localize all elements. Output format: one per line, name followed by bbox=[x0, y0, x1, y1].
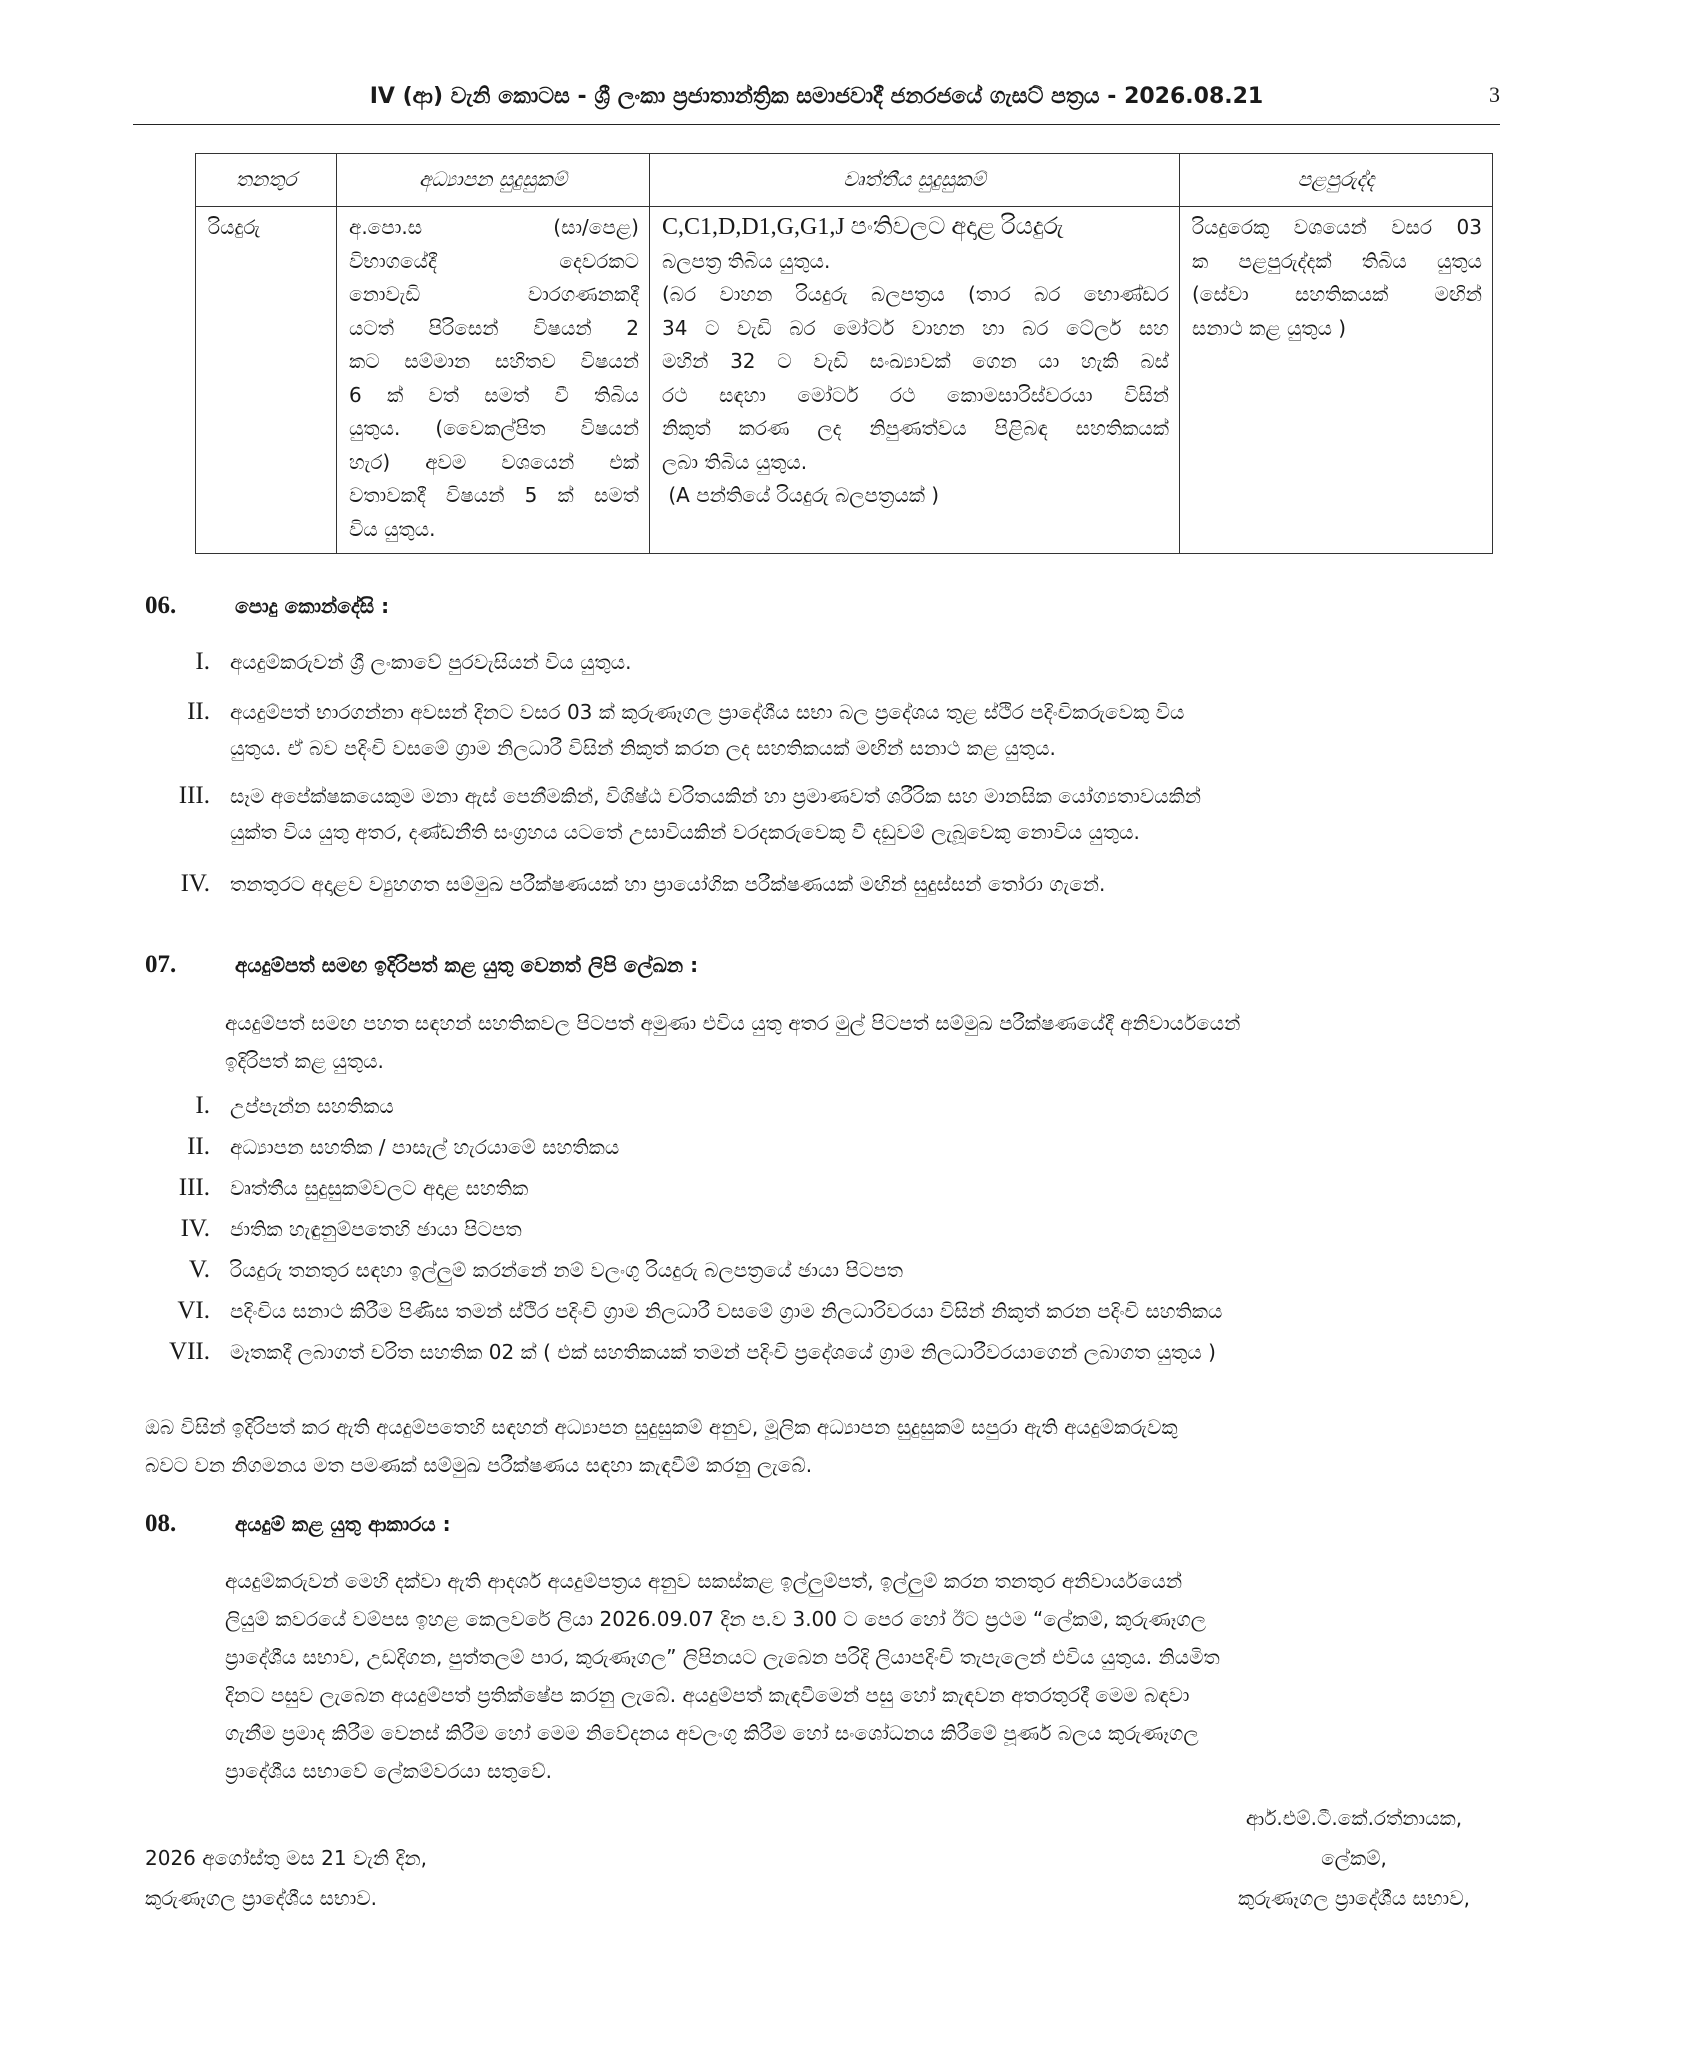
education-line: විය යුතුය. bbox=[349, 516, 436, 541]
paragraph-line: ඉදිරිපත් කළ යුතුය. bbox=[225, 1049, 384, 1073]
education-line: හැර) අවම වශයෙන් එක් bbox=[349, 449, 639, 474]
requirements-table bbox=[195, 153, 1493, 554]
table-header-row bbox=[196, 154, 1493, 207]
list-numeral: II. bbox=[187, 1133, 210, 1160]
list-item-text: යුක්ත විය යුතු අතර, දණ්ඩනීති සංග්‍රහය යටතේ උසාවියකින් වරදකරුවෙකු වී දඩුවම් ලැබූවෙකු නොවිය යුතුය. bbox=[230, 820, 1140, 844]
list-numeral: III. bbox=[178, 782, 210, 809]
experience-line: රියදුරෙකු වශයෙන් වසර 03 bbox=[1192, 215, 1482, 239]
list-numeral: III. bbox=[178, 1174, 210, 1201]
list-item-text: වෘත්තීය සුදුසුකම්වලට අදාළ සහතික bbox=[230, 1176, 529, 1200]
col-header-education: අධ්‍යාපන සුදුසුකම් bbox=[337, 154, 650, 207]
section-number: 08. bbox=[145, 1510, 177, 1537]
section-title: අයදුම්පත් සමඟ ඉදිරිපත් කළ යුතු වෙනත් ලිපි ලේඛන : bbox=[235, 953, 699, 977]
list-item-text: අයදුම්පත් භාරගන්නා අවසන් දිනට වසර 03 ක් කුරුණෑගල ප්‍රාදේශීය සභා බල ප්‍රදේශය තුළ ස්ථිර පදිංචිකරුවෙකු විය bbox=[230, 700, 1185, 724]
education-line: යටත් පිරිසෙන් විෂයන් 2 bbox=[349, 315, 639, 340]
list-numeral: VII. bbox=[169, 1338, 210, 1365]
experience-line: ක පළපුරුද්දක් තිබිය යුතුය bbox=[1192, 248, 1482, 273]
education-line: යුතුය. (වෛකල්පිත විෂයන් bbox=[349, 416, 639, 440]
list-numeral: IV. bbox=[180, 1215, 210, 1242]
professional-line: ලබා තිබිය යුතුය. bbox=[662, 449, 808, 474]
cell-post bbox=[196, 207, 337, 554]
section-08-body bbox=[225, 1562, 1220, 1790]
paragraph-line: ගැනීම ප්‍රමාද කිරීම වෙනස් කිරීම හෝ මෙම නිවේදනය අවලංගු කිරීම හෝ සංශෝධනය කිරීමේ පූර්ණ බලය කුරුණෑගල bbox=[225, 1721, 1199, 1745]
col-header-professional: වෘත්තීය සුදුසුකම් bbox=[650, 154, 1180, 207]
education-line: 6 ක් වත් සමත් වී තිබිය bbox=[349, 382, 639, 407]
list-item-text: ජාතික හැඳුනුම්පතෙහි ඡායා පිටපත bbox=[230, 1217, 522, 1241]
cell-education bbox=[337, 207, 650, 554]
list-item-text: සෑම අපේක්ෂකයෙකුම මනා ඇස් පෙනීමකින්, විශිෂ්ඨ චරිතයකින් හා ප්‍රමාණවත් ශරීරික සහ මානසික යෝග්‍යතාවයකින් bbox=[230, 784, 1202, 808]
issue-date: 2026 අගෝස්තු මස 21 වැනි දින, bbox=[145, 1846, 428, 1870]
paragraph-line: ප්‍රාදේශීය සභාවේ ලේකම්වරයා සතුවේ. bbox=[225, 1759, 552, 1783]
education-line: වතාවකදී විෂයන් 5 ක් සමත් bbox=[349, 483, 639, 507]
professional-line: (A පන්තියේ රියදුරු බලපත්‍රයක් ) bbox=[662, 483, 940, 507]
professional-line: (බර වාහන රියදුරු බලපත්‍රය (තාර බර භොණ්ඩර bbox=[662, 282, 1169, 306]
col-header-experience: පළපුරුද්ද bbox=[1180, 154, 1493, 207]
signature-block bbox=[1238, 1798, 1470, 1918]
page-header bbox=[133, 78, 1500, 125]
list-item-text: මෑතකදී ලබාගත් චරිත සහතික 02 ක් ( එක් සහතිකයක් තමන් පදිංචි ප්‍රදේශයේ ග්‍රාම නිලධාරීවරයාගෙන් ලබාගත යුතුය ) bbox=[230, 1340, 1216, 1364]
professional-line: රථ සඳහා මෝටර් රථ කොමසාරිස්වරයා විසින් bbox=[662, 382, 1169, 407]
section-number: 07. bbox=[145, 951, 177, 978]
list-item-text: පදිංචිය සනාථ කිරීම පිණිස තමන් ස්ථිර පදිංචි ග්‍රාම නිලධාරී වසමේ ග්‍රාම නිලධාරිවරයා විසින් නිකුත් කරන පදිංචි සහතිකය bbox=[230, 1299, 1223, 1323]
list-item-text: අයදුම්කරුවන් ශ්‍රී ලංකාවේ පුරවැසියන් විය යුතුය. bbox=[230, 650, 632, 674]
education-line: කට සම්මාන සහිතව විෂයන් bbox=[349, 349, 639, 373]
list-item-text: රියදුරු තනතුර සඳහා ඉල්ලුම් කරන්නේ නම් වලංගු රියදුරු බලපත්‍රයේ ඡායා පිටපත bbox=[230, 1258, 903, 1282]
dateline-block bbox=[145, 1838, 427, 1918]
list-numeral: I. bbox=[195, 648, 210, 675]
professional-line: නිකුත් කරණ ලද නිපුණත්වය පිළිබඳ සහතිකයක් bbox=[662, 416, 1169, 440]
section-number: 06. bbox=[145, 592, 177, 619]
list-item-text: අධ්‍යාපන සහතික / පාසැල් හැරයාමේ සහතිකය bbox=[230, 1135, 620, 1159]
list-numeral: V. bbox=[188, 1256, 210, 1283]
list-numeral: II. bbox=[187, 698, 210, 725]
professional-line: 34 ට වැඩි බර මෝටර් වාහන හා බර ටේලර් සහ bbox=[662, 315, 1169, 340]
signatory-name: ආර්.එම්.ටී.කේ.රත්නායක, bbox=[1245, 1806, 1463, 1830]
experience-line: සනාථ කළ යුතුය ) bbox=[1192, 315, 1347, 340]
education-line: විභාගයේදී දෙවරකට bbox=[349, 248, 639, 273]
professional-line: මහින් 32 ට වැඩි සංඛ්‍යාවක් ගෙන යා හැකි බස් bbox=[662, 349, 1169, 373]
education-line: අ.පො.ස (සා/පෙළ) bbox=[349, 215, 639, 239]
paragraph-line: දිනට පසුව ලැබෙන අයදුම්පත් ප්‍රතික්ෂේප කරනු ලැබේ. අයදුම්පත් කැඳවීමෙන් පසු හෝ කැඳවන අතරතුරදී මෙම බඳවා bbox=[225, 1683, 1190, 1707]
paragraph-line: බවට වන නිගමනය මත පමණක් සම්මුඛ පරීක්ෂණය සඳහා කැඳවීම් කරනු ලැබේ. bbox=[145, 1453, 813, 1477]
paragraph-line: අයදුම්පත් සමඟ පහත සඳහන් සහතිකවල පිටපත් අමුණා එවිය යුතු අතර මුල් පිටපත් සම්මුඛ පරීක්ෂණයේදී අනිවාර්යයෙන් bbox=[225, 1011, 1241, 1035]
paragraph-line: ප්‍රාදේශීය සභාව, උඩදිගන, පුත්තලම් පාර, කුරුණෑගල” ලිපිනයට ලැබෙන පරිදි ලියාපදිංචි තැපැලෙන් එවිය යුතුය. නියමිත bbox=[225, 1645, 1220, 1669]
post-name: රියදුරු bbox=[208, 215, 261, 239]
experience-line: (සේවා සහතිකයක් මඟින් bbox=[1192, 282, 1482, 306]
gazette-title: IV (ආ) වැනි කොටස - ශ්‍රී ලංකා ප්‍රජාතාන්ත්‍රික සමාජවාදී ජනරජයේ ගැසට් පත්‍රය - 2026.08.21 bbox=[369, 84, 1264, 109]
list-numeral: VI. bbox=[177, 1297, 210, 1324]
education-line: නොවැඩි වාරගණනකදී bbox=[349, 282, 639, 306]
paragraph-line: අයදුම්කරුවන් මෙහි දක්වා ඇති ආදර්ශ අයදුම්පත්‍රය අනුව සකස්කළ ඉල්ලුම්පත්, ඉල්ලුම් කරන තනතුර අනිවාර්යයෙන් bbox=[225, 1569, 1183, 1593]
page-number: 3 bbox=[1489, 82, 1500, 107]
cell-experience bbox=[1180, 207, 1493, 554]
paragraph-line: ලියුම් කවරයේ වම්පස ඉහළ කෙලවරේ ලියා 2026.09.07 දින ප.ව 3.00 ට පෙර හෝ ඊට ප්‍රථම “ලේකම්, කුරුණෑගල bbox=[225, 1607, 1206, 1631]
list-item-text: තනතුරට අදාළව ව්‍යුහගත සම්මුඛ පරීක්ෂණයක් හා ප්‍රායෝගික පරීක්ෂණයක් මඟින් සුදුස්සන් තෝරා ගැනේ. bbox=[230, 872, 1106, 896]
section-07-intro bbox=[225, 1004, 1240, 1080]
professional-line: C,C1,D,D1,G,G1,J පංතිවලට අදාළ රියදුරු bbox=[662, 214, 1064, 240]
note-paragraph bbox=[145, 1408, 1178, 1484]
section-title: පොදු කොන්දේසි : bbox=[235, 594, 390, 618]
list-numeral: IV. bbox=[180, 870, 210, 897]
col-header-post: තනතුර bbox=[196, 154, 337, 207]
list-item-text: උප්පැන්න සහතිකය bbox=[230, 1094, 394, 1118]
paragraph-line: ඔබ විසින් ඉදිරිපත් කර ඇති අයදුම්පතෙහි සඳහන් අධ්‍යාපන සුදුසුකම් අනුව, මූලික අධ්‍යාපන සුදුසුකම් සපුරා ඇති අයදුම්කරුවකු bbox=[145, 1415, 1178, 1439]
cell-professional bbox=[650, 207, 1180, 554]
issue-place: කුරුණෑගල ප්‍රාදේශීය සභාව. bbox=[145, 1886, 378, 1910]
section-title: අයදුම් කළ යුතු ආකාරය : bbox=[235, 1512, 451, 1536]
list-item-text: යුතුය. ඒ බව පදිංචි වසමේ ග්‍රාම නිලධාරී විසින් නිකුත් කරන ලද සහතිකයක් මඟින් සනාථ කළ යුතුය. bbox=[230, 736, 1056, 760]
signatory-office: කුරුණෑගල ප්‍රාදේශීය සභාව, bbox=[1237, 1886, 1470, 1910]
table-row bbox=[196, 207, 1493, 554]
list-numeral: I. bbox=[195, 1092, 210, 1119]
professional-line: බලපත්‍ර තිබිය යුතුය. bbox=[662, 248, 831, 273]
signatory-designation: ලේකම්, bbox=[1321, 1846, 1387, 1870]
